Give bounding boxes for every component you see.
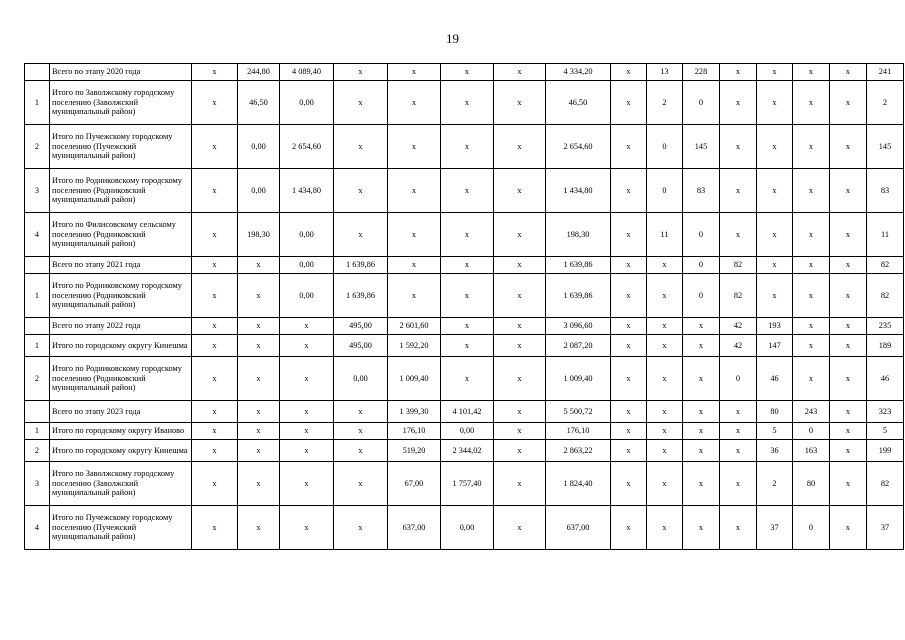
- table-cell: 637,00: [388, 506, 441, 550]
- row-number: 3: [25, 462, 50, 506]
- table-cell: x: [280, 506, 334, 550]
- table-row: [25, 213, 904, 257]
- table-cell: x: [683, 423, 720, 440]
- table-cell: 519,20: [388, 440, 441, 462]
- table-cell: x: [647, 274, 683, 318]
- table-cell: x: [611, 462, 647, 506]
- table-cell: 5: [757, 423, 793, 440]
- table-cell: x: [611, 335, 647, 357]
- table-cell: 82: [720, 274, 757, 318]
- table-cell: x: [757, 169, 793, 213]
- table-cell: x: [720, 401, 757, 423]
- table-cell: x: [647, 506, 683, 550]
- table-cell: x: [192, 335, 238, 357]
- table-cell: 198,30: [238, 213, 280, 257]
- program-table: [24, 63, 904, 550]
- table-row: [25, 423, 904, 440]
- table-cell: 2 087,20: [546, 335, 611, 357]
- row-number: 1: [25, 81, 50, 125]
- table-cell: 0: [683, 257, 720, 274]
- table-cell: 80: [757, 401, 793, 423]
- table-cell: x: [441, 81, 494, 125]
- table-cell: 82: [720, 257, 757, 274]
- table-cell: 1 434,80: [280, 169, 334, 213]
- table-cell: x: [334, 462, 388, 506]
- table-cell: x: [238, 274, 280, 318]
- table-cell: x: [683, 506, 720, 550]
- table-cell: 176,10: [546, 423, 611, 440]
- table-cell: 0,00: [280, 81, 334, 125]
- table-cell: 1 757,40: [441, 462, 494, 506]
- table-cell: 244,80: [238, 64, 280, 81]
- table-cell: x: [720, 440, 757, 462]
- table-cell: x: [793, 125, 830, 169]
- table-cell: 0: [647, 125, 683, 169]
- table-cell: x: [192, 423, 238, 440]
- table-cell: x: [611, 64, 647, 81]
- table-cell: x: [793, 213, 830, 257]
- table-cell: 145: [683, 125, 720, 169]
- row-number: 2: [25, 440, 50, 462]
- table-cell: 189: [867, 335, 904, 357]
- table-cell: x: [388, 213, 441, 257]
- table-cell: x: [441, 64, 494, 81]
- table-cell: x: [238, 506, 280, 550]
- table-cell: 0: [793, 423, 830, 440]
- table-cell: 83: [683, 169, 720, 213]
- table-cell: 323: [867, 401, 904, 423]
- table-cell: 0: [720, 357, 757, 401]
- table-cell: x: [647, 357, 683, 401]
- table-cell: x: [830, 462, 867, 506]
- table-cell: 1 639,86: [334, 274, 388, 318]
- table-cell: 46: [757, 357, 793, 401]
- table-cell: 0: [683, 213, 720, 257]
- row-name: Всего по этапу 2022 года: [50, 318, 192, 335]
- table-cell: x: [280, 335, 334, 357]
- table-cell: x: [238, 335, 280, 357]
- table-cell: x: [683, 318, 720, 335]
- table-cell: x: [494, 169, 546, 213]
- table-cell: 11: [647, 213, 683, 257]
- table-cell: 0,00: [441, 423, 494, 440]
- row-name: Итого по Заволжскому городскому поселению (Заволжский муниципальный район): [50, 462, 192, 506]
- table-cell: x: [757, 274, 793, 318]
- table-cell: x: [280, 318, 334, 335]
- table-cell: x: [793, 257, 830, 274]
- table-cell: x: [830, 81, 867, 125]
- table-cell: x: [757, 64, 793, 81]
- table-cell: x: [611, 401, 647, 423]
- table-cell: x: [441, 318, 494, 335]
- table-cell: x: [334, 169, 388, 213]
- table-cell: x: [192, 401, 238, 423]
- table-cell: x: [334, 423, 388, 440]
- row-name: Всего по этапу 2021 года: [50, 257, 192, 274]
- row-number: 2: [25, 357, 50, 401]
- table-cell: 67,00: [388, 462, 441, 506]
- table-cell: x: [647, 440, 683, 462]
- table-cell: x: [611, 318, 647, 335]
- table-cell: x: [388, 81, 441, 125]
- table-cell: x: [720, 64, 757, 81]
- table-cell: x: [238, 440, 280, 462]
- table-cell: x: [793, 357, 830, 401]
- table-cell: x: [192, 64, 238, 81]
- table-cell: x: [611, 274, 647, 318]
- row-name: Итого по городскому округу Иваново: [50, 423, 192, 440]
- table-cell: x: [334, 506, 388, 550]
- table-cell: x: [334, 401, 388, 423]
- table-cell: 82: [867, 462, 904, 506]
- table-cell: x: [793, 64, 830, 81]
- table-cell: 46,50: [546, 81, 611, 125]
- table-cell: 3 096,60: [546, 318, 611, 335]
- table-cell: 42: [720, 335, 757, 357]
- table-cell: 2 601,60: [388, 318, 441, 335]
- table-cell: x: [238, 318, 280, 335]
- page-number: 19: [446, 31, 459, 46]
- table-cell: x: [280, 423, 334, 440]
- row-name: Итого по Пучежскому городскому поселению (Пучежский муниципальный район): [50, 506, 192, 550]
- table-cell: 4 089,40: [280, 64, 334, 81]
- table-cell: x: [192, 462, 238, 506]
- row-name: Итого по городскому округу Кинешма: [50, 335, 192, 357]
- table-cell: 0,00: [441, 506, 494, 550]
- table-cell: x: [830, 335, 867, 357]
- row-number: 4: [25, 506, 50, 550]
- table-cell: x: [611, 81, 647, 125]
- table-cell: x: [494, 357, 546, 401]
- table-cell: x: [192, 169, 238, 213]
- table-cell: x: [388, 125, 441, 169]
- table-cell: 243: [793, 401, 830, 423]
- table-cell: x: [334, 81, 388, 125]
- table-cell: 495,00: [334, 335, 388, 357]
- table-row: [25, 462, 904, 506]
- table-row: [25, 169, 904, 213]
- table-cell: x: [611, 423, 647, 440]
- row-number: 1: [25, 335, 50, 357]
- table-cell: x: [238, 257, 280, 274]
- table-cell: 0,00: [280, 213, 334, 257]
- table-cell: 37: [867, 506, 904, 550]
- table-cell: x: [334, 213, 388, 257]
- table-cell: x: [388, 169, 441, 213]
- table-cell: 163: [793, 440, 830, 462]
- row-number: [25, 64, 50, 81]
- table-cell: x: [611, 213, 647, 257]
- table-cell: x: [280, 440, 334, 462]
- row-number: 2: [25, 125, 50, 169]
- table-cell: 13: [647, 64, 683, 81]
- table-cell: 83: [867, 169, 904, 213]
- table-cell: x: [494, 401, 546, 423]
- table-cell: x: [793, 169, 830, 213]
- table-cell: 147: [757, 335, 793, 357]
- table-cell: x: [830, 125, 867, 169]
- table-cell: x: [830, 357, 867, 401]
- table-cell: 198,30: [546, 213, 611, 257]
- table-cell: x: [720, 462, 757, 506]
- table-cell: 637,00: [546, 506, 611, 550]
- table-cell: x: [611, 506, 647, 550]
- table-cell: 228: [683, 64, 720, 81]
- table-cell: x: [683, 357, 720, 401]
- table-cell: x: [757, 257, 793, 274]
- table-cell: x: [647, 257, 683, 274]
- table-cell: 235: [867, 318, 904, 335]
- table-cell: x: [611, 257, 647, 274]
- table-cell: x: [830, 213, 867, 257]
- table-cell: x: [830, 169, 867, 213]
- table-cell: 0: [647, 169, 683, 213]
- row-name: Итого по Родниковскому городскому поселению (Родниковский муниципальный район): [50, 274, 192, 318]
- table-cell: x: [280, 462, 334, 506]
- table-cell: x: [238, 423, 280, 440]
- row-name: Всего по этапу 2020 года: [50, 64, 192, 81]
- table-cell: x: [830, 506, 867, 550]
- table-cell: 2: [647, 81, 683, 125]
- row-number: 4: [25, 213, 50, 257]
- table-cell: 2 654,60: [546, 125, 611, 169]
- table-cell: x: [280, 401, 334, 423]
- table-cell: x: [793, 81, 830, 125]
- row-name: Итого по городскому округу Кинешма: [50, 440, 192, 462]
- table-cell: x: [238, 401, 280, 423]
- table-cell: 1 639,86: [334, 257, 388, 274]
- table-cell: x: [192, 81, 238, 125]
- table-cell: x: [192, 274, 238, 318]
- table-cell: 42: [720, 318, 757, 335]
- table-row: [25, 440, 904, 462]
- table-cell: x: [720, 125, 757, 169]
- table-cell: x: [830, 423, 867, 440]
- table-cell: x: [494, 423, 546, 440]
- table-cell: x: [334, 440, 388, 462]
- table-cell: 1 639,86: [546, 274, 611, 318]
- row-number: 1: [25, 274, 50, 318]
- table-cell: x: [494, 506, 546, 550]
- table-cell: x: [793, 318, 830, 335]
- table-cell: 46: [867, 357, 904, 401]
- table-cell: x: [192, 318, 238, 335]
- table-cell: 2: [867, 81, 904, 125]
- row-name: Всего по этапу 2023 года: [50, 401, 192, 423]
- table-cell: 5: [867, 423, 904, 440]
- table-cell: 1 592,20: [388, 335, 441, 357]
- row-number: [25, 318, 50, 335]
- table-cell: x: [494, 213, 546, 257]
- table-cell: x: [192, 506, 238, 550]
- table-cell: 193: [757, 318, 793, 335]
- table-cell: 1 009,40: [546, 357, 611, 401]
- table-cell: x: [757, 125, 793, 169]
- table-cell: x: [192, 357, 238, 401]
- table-cell: x: [238, 462, 280, 506]
- table-row: [25, 506, 904, 550]
- table-cell: x: [720, 213, 757, 257]
- table-cell: x: [611, 440, 647, 462]
- table-cell: 1 399,30: [388, 401, 441, 423]
- table-cell: x: [441, 335, 494, 357]
- table-cell: x: [720, 169, 757, 213]
- table-cell: 0,00: [238, 169, 280, 213]
- table-cell: x: [720, 506, 757, 550]
- table-cell: 5 500,72: [546, 401, 611, 423]
- table-cell: x: [192, 125, 238, 169]
- table-cell: x: [611, 169, 647, 213]
- table-cell: x: [647, 401, 683, 423]
- table-cell: 1 434,80: [546, 169, 611, 213]
- table-cell: x: [647, 335, 683, 357]
- table-cell: x: [388, 64, 441, 81]
- row-number: [25, 401, 50, 423]
- table-cell: x: [720, 81, 757, 125]
- table-cell: 1 009,40: [388, 357, 441, 401]
- table-cell: x: [647, 423, 683, 440]
- table-row: [25, 401, 904, 423]
- table-cell: x: [192, 440, 238, 462]
- table-cell: x: [683, 440, 720, 462]
- table-cell: x: [757, 213, 793, 257]
- table-row: [25, 125, 904, 169]
- table-cell: 11: [867, 213, 904, 257]
- table-cell: x: [388, 274, 441, 318]
- table-cell: x: [757, 81, 793, 125]
- table-row: [25, 318, 904, 335]
- table-cell: 2: [757, 462, 793, 506]
- table-cell: x: [334, 64, 388, 81]
- table-cell: x: [683, 401, 720, 423]
- table-cell: 1 824,40: [546, 462, 611, 506]
- row-name: Итого по Родниковскому городскому поселению (Родниковский муниципальный район): [50, 169, 192, 213]
- table-cell: x: [494, 440, 546, 462]
- table-cell: x: [830, 64, 867, 81]
- table-row: [25, 257, 904, 274]
- table-row: [25, 357, 904, 401]
- table-cell: 495,00: [334, 318, 388, 335]
- table-cell: 82: [867, 274, 904, 318]
- table-cell: x: [494, 257, 546, 274]
- table-cell: 82: [867, 257, 904, 274]
- table-cell: 37: [757, 506, 793, 550]
- table-cell: 4 334,20: [546, 64, 611, 81]
- table-cell: x: [494, 274, 546, 318]
- table-cell: x: [647, 318, 683, 335]
- table-cell: x: [494, 125, 546, 169]
- table-cell: x: [441, 257, 494, 274]
- table-cell: x: [494, 335, 546, 357]
- table-cell: x: [830, 274, 867, 318]
- table-cell: x: [334, 125, 388, 169]
- table-cell: x: [611, 357, 647, 401]
- row-number: [25, 257, 50, 274]
- table-cell: x: [494, 64, 546, 81]
- table-cell: x: [793, 335, 830, 357]
- table-cell: x: [441, 357, 494, 401]
- table-cell: x: [683, 462, 720, 506]
- table-cell: x: [830, 318, 867, 335]
- table-cell: 1 639,86: [546, 257, 611, 274]
- table-cell: 46,50: [238, 81, 280, 125]
- row-name: Итого по Заволжскому городскому поселению (Заволжский муниципальный район): [50, 81, 192, 125]
- table-cell: 0: [683, 274, 720, 318]
- table-cell: x: [494, 318, 546, 335]
- table-cell: x: [388, 257, 441, 274]
- table-cell: x: [494, 462, 546, 506]
- table-cell: 241: [867, 64, 904, 81]
- table-cell: x: [647, 462, 683, 506]
- table-row: [25, 81, 904, 125]
- table-cell: x: [793, 274, 830, 318]
- table-row: [25, 64, 904, 81]
- row-number: 3: [25, 169, 50, 213]
- table-cell: 0,00: [334, 357, 388, 401]
- table-cell: x: [441, 274, 494, 318]
- table-cell: x: [441, 169, 494, 213]
- table-cell: x: [611, 125, 647, 169]
- table-cell: 145: [867, 125, 904, 169]
- table-cell: x: [441, 213, 494, 257]
- table-cell: x: [683, 335, 720, 357]
- table-cell: 36: [757, 440, 793, 462]
- table-cell: x: [830, 440, 867, 462]
- row-number: 1: [25, 423, 50, 440]
- row-name: Итого по Пучежскому городскому поселению (Пучежский муниципальный район): [50, 125, 192, 169]
- table-cell: 199: [867, 440, 904, 462]
- table-cell: 0,00: [280, 274, 334, 318]
- table-cell: 0,00: [280, 257, 334, 274]
- table-cell: 0,00: [238, 125, 280, 169]
- table-cell: x: [192, 213, 238, 257]
- table-cell: x: [830, 257, 867, 274]
- table-cell: 80: [793, 462, 830, 506]
- table-cell: x: [280, 357, 334, 401]
- table-row: [25, 274, 904, 318]
- table-cell: x: [830, 401, 867, 423]
- table-cell: 0: [793, 506, 830, 550]
- row-name: Итого по Родниковскому городскому поселению (Родниковский муниципальный район): [50, 357, 192, 401]
- table-cell: x: [494, 81, 546, 125]
- row-name: Итого по Филисовскому сельскому поселению (Родниковский муниципальный район): [50, 213, 192, 257]
- table-cell: x: [192, 257, 238, 274]
- table-cell: x: [238, 357, 280, 401]
- table-cell: 0: [683, 81, 720, 125]
- table-cell: x: [441, 125, 494, 169]
- table-cell: 4 101,42: [441, 401, 494, 423]
- table-cell: 2 344,02: [441, 440, 494, 462]
- table-cell: x: [720, 423, 757, 440]
- table-row: [25, 335, 904, 357]
- table-cell: 176,10: [388, 423, 441, 440]
- table-cell: 2 863,22: [546, 440, 611, 462]
- table-cell: 2 654,60: [280, 125, 334, 169]
